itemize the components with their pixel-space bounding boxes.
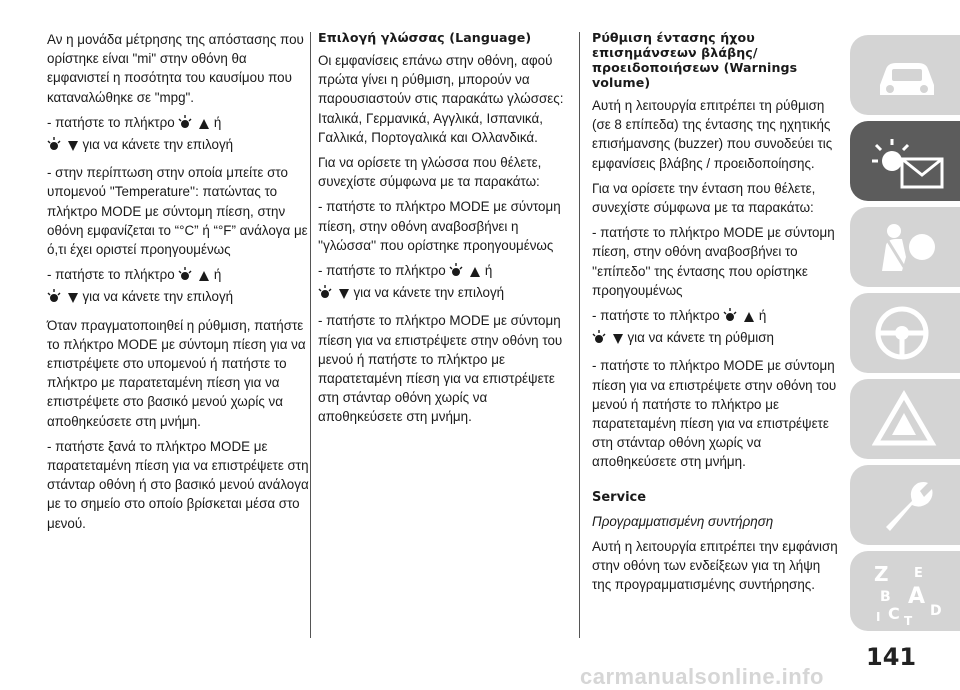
paragraph: Οι εμφανίσεις επάνω στην οθόνη, αφού πρώτα γίνει η ρύθμιση, μπορούν να παρουσιαστούν στις παρακάτω γλώσσες: Ιταλικά, Γερμανικά, Αγγλικά, Ισπανικά, Γαλλικά, Πορτογαλικά και Ολλανδικά. [318,53,564,145]
column-3 [592,30,842,601]
brightness-button-icon [723,307,739,328]
tab-maintenance[interactable] [850,465,960,545]
instruction-line: - πατήστε το πλήκτρο ή για να κάνετε την επιλογή [47,265,309,309]
index-letters-icon [872,561,952,625]
brightness-button-icon [178,266,194,287]
brightness-button-icon [318,284,334,305]
watermark: carmanualsonline.info [580,664,824,689]
index-letter: T [904,614,913,625]
tab-emergency[interactable] [850,379,960,459]
paragraph: Για να ορίσετε τη γλώσσα που θέλετε, συνεχίστε σύμφωνα με τα παρακάτω: [318,155,542,190]
down-arrow-icon [612,331,624,350]
tab-safety[interactable] [850,207,960,287]
section-tabs [850,35,960,637]
up-arrow-icon [198,268,210,287]
paragraph: Όταν πραγματοποιηθεί η ρύθμιση, πατήστε το πλήκτρο MODE με σύντομη πίεση για να επιστρέψετε στο υπομενού ή πατήστε το πλήκτρο με παρατεταμένη πίεση για να επιστρέψετε στο βασικό μενού χωρίς να αποθηκεύσετε στη μνήμη. [47,317,306,429]
index-letter: E [914,566,923,581]
brightness-button-icon [178,114,194,135]
steering-wheel-icon [872,303,942,363]
index-letter: Z [874,562,889,586]
tab-warning-lights[interactable] [850,121,960,201]
index-letter: I [876,610,881,624]
paragraph: - πατήστε το πλήκτρο MODE με σύντομη πίεση, στην οθόνη αναβοσβήνει η ''γλώσσα'' που ορίστηκε προηγουμένως [318,199,561,253]
tab-driving[interactable] [850,293,960,373]
paragraph: - στην περίπτωση στην οποία μπείτε στο υπομενού ''Temperature'': πατώντας το πλήκτρο MODE με σύντομη πίεση, στην οθόνη εμφανίζεται το “°C” ή “°F” ανάλογα με ό,τι έχει οριστεί προηγουμένως [47,165,308,258]
paragraph: - πατήστε το πλήκτρο MODE με σύντομη πίεση για να επιστρέψετε στην οθόνη του μενού ή πατήστε το πλήκτρο με παρατεταμένη πίεση για να επιστρέψετε στη στάνταρ οθόνη χωρίς να αποθηκεύσετε στη μνήμη. [318,313,563,425]
index-letter: B [880,589,891,605]
brightness-button-icon [47,288,63,309]
paragraph: - πατήστε το πλήκτρο MODE με σύντομη πίεση, στην οθόνη αναβοσβήνει το ''επίπεδο'' της έντασης που ορίστηκε προηγουμένως [592,225,835,298]
instruction-line: - πατήστε το πλήκτρο ή για να κάνετε τη ρύθμιση [592,306,842,350]
column-divider [310,32,311,638]
section-heading: Επιλογή γλώσσας (Language) [318,30,532,45]
subheading: Προγραμματισμένη συντήρηση [592,513,774,529]
brightness-button-icon [47,136,63,157]
up-arrow-icon [743,309,755,328]
warning-triangle-icon [872,389,942,449]
section-heading-service: Service [592,489,647,505]
instruction-line: - πατήστε το πλήκτρο ή για να κάνετε την επιλογή [318,261,570,305]
car-icon [872,45,942,105]
paragraph: Αυτή η λειτουργία επιτρέπει την εμφάνιση στην οθόνη των ενδείξεων για τη λήψη της προγραμματισμένης συντήρησης. [592,539,838,593]
section-heading: Ρύθμιση έντασης ήχου επισημάνσεων βλάβης/ προειδοποιήσεων (Warnings volume) [592,30,798,90]
index-letter: C [888,604,900,623]
up-arrow-icon [469,264,481,283]
index-letter: A [908,584,926,609]
paragraph: Αν η μονάδα μέτρησης της απόστασης που ορίστηκε είναι "mi" στην οθόνη θα εμφανιστεί η ποσότητα του καυσίμου που καταναλώθηκε σε "mpg". [47,32,304,105]
page-number: 141 [866,643,917,671]
down-arrow-icon [338,286,350,305]
paragraph: Αυτή η λειτουργία επιτρέπει τη ρύθμιση (σε 8 επίπεδα) της έντασης της ηχητικής επισήμανσης (buzzer) που συνοδεύει τις εμφανίσεις βλάβης / προειδοποίησης. [592,98,833,171]
paragraph: - πατήστε ξανά το πλήκτρο MODE με παρατεταμένη πίεση για να επιστρέψετε στη στάνταρ οθόνη ή στο βασικό μενού ανάλογα με το σημείο στο οποίο βρίσκεται μέσα στο μενού. [47,438,309,531]
tab-index[interactable] [850,551,960,631]
warning-light-message-icon [872,131,952,195]
wrench-icon [872,475,942,535]
column-1 [47,30,309,539]
paragraph: Για να ορίσετε την ένταση που θέλετε, συνεχίστε σύμφωνα με τα παρακάτω: [592,180,816,216]
brightness-button-icon [592,329,608,350]
brightness-button-icon [449,262,465,283]
column-divider [579,32,580,638]
column-2 [318,30,570,433]
tab-car[interactable] [850,35,960,115]
down-arrow-icon [67,138,79,157]
paragraph: - πατήστε το πλήκτρο MODE με σύντομη πίεση για να επιστρέψετε στην οθόνη του μενού ή πατήστε το πλήκτρο με παρατεταμένη πίεση για να επιστρέψετε στη στάνταρ οθόνη χωρίς να αποθηκεύσετε στη μνήμη. [592,358,837,470]
up-arrow-icon [198,116,210,135]
index-letter: D [930,603,942,619]
seatbelt-airbag-icon [872,217,942,277]
instruction-line: - πατήστε το πλήκτρο ή για να κάνετε την επιλογή [47,113,309,157]
down-arrow-icon [67,290,79,309]
